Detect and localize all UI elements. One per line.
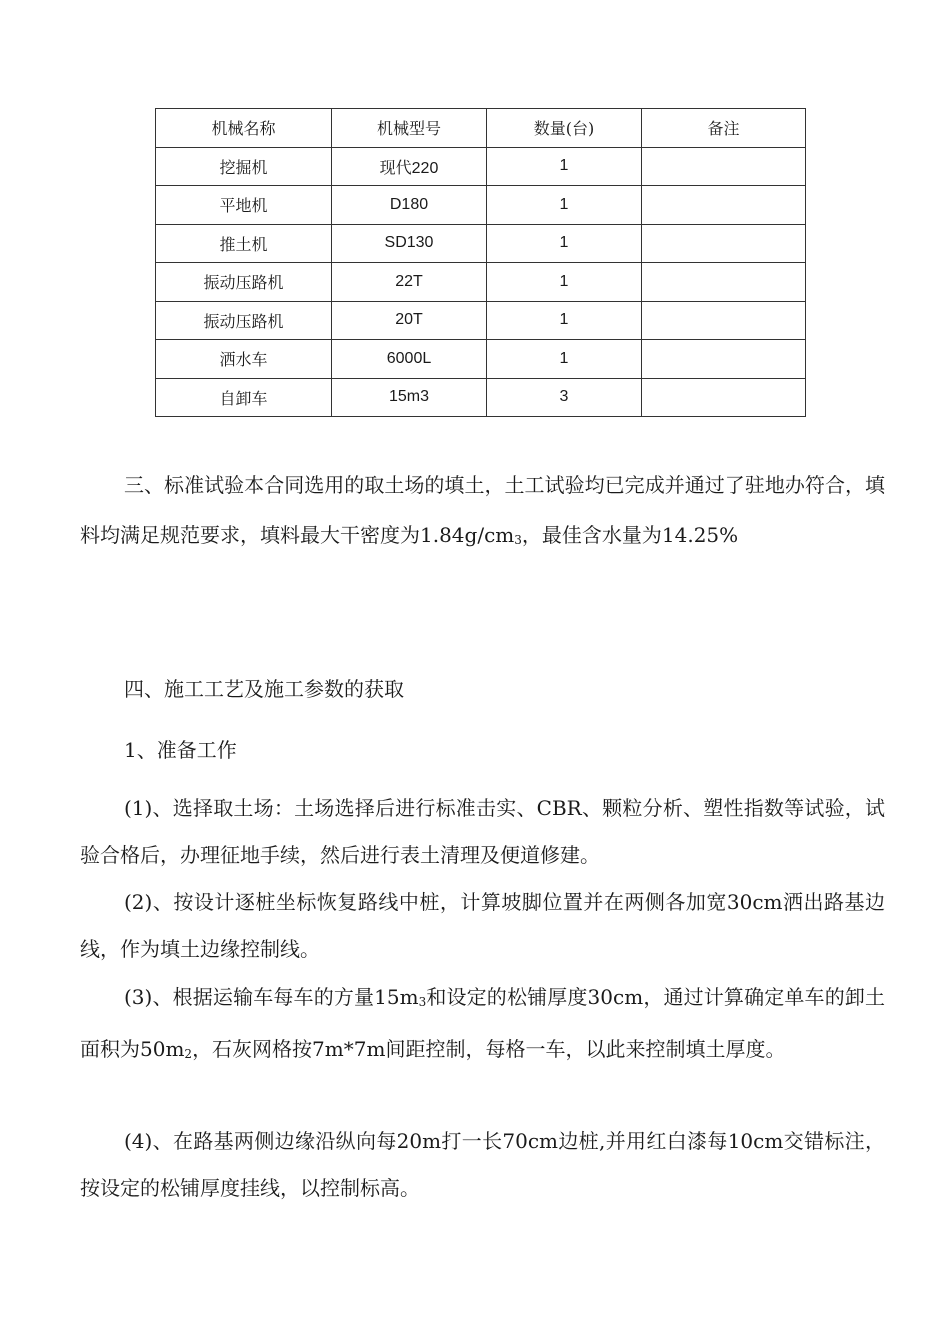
table-cell: 15m3: [332, 378, 487, 417]
table-cell: 1: [487, 301, 642, 340]
table-cell: 1: [487, 224, 642, 263]
table-cell: 3: [487, 378, 642, 417]
table-header-row: [156, 109, 806, 148]
subsection1-title: 1、准备工作: [124, 738, 237, 762]
table-cell: 振动压路机: [156, 263, 332, 302]
table-row: [156, 186, 806, 225]
table-row: [156, 224, 806, 263]
table-cell: SD130: [332, 224, 487, 263]
header-cell: 数量(台): [487, 109, 642, 148]
table-cell: [642, 301, 806, 340]
subscript-cube: 3: [418, 995, 427, 1009]
table-cell: 1: [487, 340, 642, 379]
table-cell: [642, 147, 806, 186]
table-cell: 22T: [332, 263, 487, 302]
item1-paragraph: (1)、选择取土场：土场选择后进行标准击实、CBR、颗粒分析、塑性指数等试验，试验合格后，办理征地手续，然后进行表土清理及便道修建。: [80, 796, 885, 867]
item3-text-c: ，石灰网格按7m*7m间距控制，每格一车，以此来控制填土厚度。: [192, 1037, 786, 1061]
item3-text-b: 和设定的松铺厚度30cm，通过计算确定单车的卸土面积为50m: [80, 985, 885, 1061]
item3-paragraph: [80, 974, 885, 1078]
section3-text-a: 三、标准试验本合同选用的取土场的填土，土工试验均已完成并通过了驻地办符合，填料均满足规范要求，填料最大干密度为1.84g/cm: [80, 473, 885, 547]
table-row: [156, 340, 806, 379]
section3-text-b: ，最佳含水量为14.25%: [521, 523, 739, 547]
subscript-square: 2: [184, 1047, 193, 1061]
item4-paragraph: (4)、在路基两侧边缘沿纵向每20m打一长70cm边桩,并用红白漆每10cm交错标注，按设定的松铺厚度挂线，以控制标高。: [80, 1129, 885, 1200]
table-cell: 平地机: [156, 186, 332, 225]
header-cell: 备注: [642, 109, 806, 148]
table-cell: [642, 186, 806, 225]
table-cell: [642, 263, 806, 302]
equipment-table: [155, 108, 806, 417]
header-cell: 机械型号: [332, 109, 487, 148]
table-cell: 挖掘机: [156, 147, 332, 186]
table-cell: 现代220: [332, 147, 487, 186]
table-cell: 1: [487, 147, 642, 186]
item2-paragraph: (2)、按设计逐桩坐标恢复路线中桩，计算坡脚位置并在两侧各加宽30cm洒出路基边线，作为填土边缘控制线。: [80, 890, 885, 961]
table-cell: [642, 378, 806, 417]
table-cell: 6000L: [332, 340, 487, 379]
table-cell: 20T: [332, 301, 487, 340]
table-cell: D180: [332, 186, 487, 225]
table-cell: [642, 224, 806, 263]
table-cell: 1: [487, 263, 642, 302]
table-cell: 洒水车: [156, 340, 332, 379]
item3-text-a: (3)、根据运输车每车的方量15m: [124, 985, 419, 1009]
section3-paragraph: [80, 460, 885, 565]
table-row: [156, 378, 806, 417]
table-row: [156, 301, 806, 340]
table-cell: 振动压路机: [156, 301, 332, 340]
table-row: [156, 263, 806, 302]
table-cell: [642, 340, 806, 379]
superscript-sub: 3: [514, 533, 522, 547]
section4-title: 四、施工工艺及施工参数的获取: [124, 677, 404, 701]
table-cell: 自卸车: [156, 378, 332, 417]
table-cell: 1: [487, 186, 642, 225]
table-row: [156, 147, 806, 186]
table-cell: 推土机: [156, 224, 332, 263]
header-cell: 机械名称: [156, 109, 332, 148]
